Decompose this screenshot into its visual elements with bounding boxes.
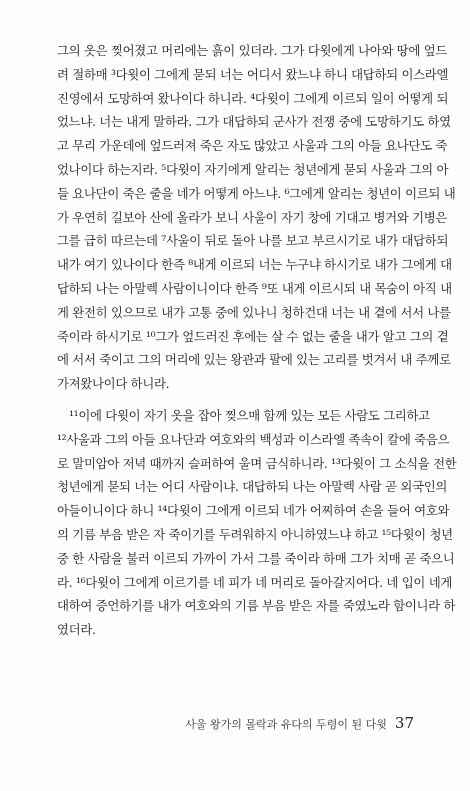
text-line: 었나이다 하는지라. ⁵다윗이 자기에게 알리는 청년에게 묻되 사울과 그의 아 xyxy=(57,161,449,177)
text-line: ¹²사울과 그의 아들 요나단과 여호와의 백성과 이스라엘 족속이 칼에 죽음으 xyxy=(57,431,450,447)
text-line: 답하되 나는 아말렉 사람이니이다 한즉 ⁹또 내게 이르시되 내 목숨이 아직 내 xyxy=(57,280,452,296)
running-title: 사울 왕가의 몰락과 유다의 두령이 된 다윗 xyxy=(185,718,387,731)
page-footer xyxy=(185,714,414,732)
text-line: 아들이니이다 하니 ¹⁴다윗이 그에게 이르되 네가 어찌하여 손을 들어 여호와 xyxy=(57,503,450,519)
page-body xyxy=(57,39,457,642)
text-line: 었느냐. 너는 내게 말하라. 그가 대답하되 군사가 전쟁 중에 도망하기도 하였 xyxy=(57,114,451,130)
paragraph-2 xyxy=(57,404,457,642)
text-line: 가 우연히 길보아 산에 올라가 보니 사울이 자기 창에 기대고 병거와 기병은 xyxy=(57,209,448,225)
text-line: 내가 여기 있나이다 한즉 ⁸내게 이르되 너는 누구냐 하시기로 내가 그에게 대 xyxy=(57,257,452,273)
text-line: 의 기름 부음 받은 자 죽이기를 두려워하지 아니하였느냐 하고 ¹⁵다윗이 청년 xyxy=(57,526,453,542)
text-line: 그의 옷은 찢어졌고 머리에는 흙이 있더라. 그가 다윗에게 나아와 땅에 엎드 xyxy=(57,43,448,58)
text-line: 청년에게 묻되 너는 어디 사람이냐. 대답하되 나는 아말렉 사람 곧 외국인의 xyxy=(57,479,448,495)
text-line: 그를 급히 따르는데 ⁷사울이 뒤로 돌아 나를 보고 부르시기로 내가 대답하되 xyxy=(57,233,449,249)
text-line: 대하여 증언하기를 내가 여호와의 기름 부음 받은 자를 죽였노라 함이니라 하 xyxy=(57,598,456,614)
text-line: 들 요나단이 죽은 줄을 네가 어떻게 아느냐. ⁶그에게 알리는 청년이 이르되 내 xyxy=(57,185,456,201)
text-line: 였더라. xyxy=(57,622,96,638)
text-line: 고 무리 가운데에 엎드러져 죽은 자도 많았고 사울과 그의 아들 요나단도 죽 xyxy=(57,138,448,154)
text-line: 죽이라 하시기로 ¹⁰그가 엎드러진 후에는 살 수 없는 줄을 내가 알고 그의 곁 xyxy=(57,328,449,344)
text-line: 로 말미암아 저녁 때까지 슬퍼하여 울며 금식하니라. ¹³다윗이 그 소식을 전한 xyxy=(57,455,457,471)
text-line: ¹¹이에 다윗이 자기 옷을 잡아 찢으매 함께 있는 모든 사람도 그리하고 xyxy=(69,407,430,423)
text-line: 중 한 사람을 불러 이르되 가까이 가서 그를 죽이라 하매 그가 치매 곧 죽으니 xyxy=(57,550,455,566)
text-line: 에 서서 죽이고 그의 머리에 있는 왕관과 팔에 있는 고리를 벗겨서 내 주께로 xyxy=(57,352,451,368)
page-number: 37 xyxy=(394,714,414,732)
text-line: 진영에서 도망하여 왔나이다 하니라. ⁴다윗이 그에게 이르되 일이 어떻게 되 xyxy=(57,90,449,106)
text-line: 려 절하매 ³다윗이 그에게 묻되 너는 어디서 왔느냐 하니 대답하되 이스라엘 xyxy=(57,66,449,82)
text-line: 게 완전히 있으므로 내가 고통 중에 있나니 청하건대 너는 내 곁에 서서 나를 xyxy=(57,304,451,320)
text-line: 가져왔나이다 하니라. xyxy=(57,376,170,392)
text-line: 라. ¹⁶다윗이 그에게 이르기를 네 피가 네 머리로 돌아갈지어다. 네 입이 네게 xyxy=(57,574,453,590)
paragraph-1 xyxy=(57,39,456,396)
